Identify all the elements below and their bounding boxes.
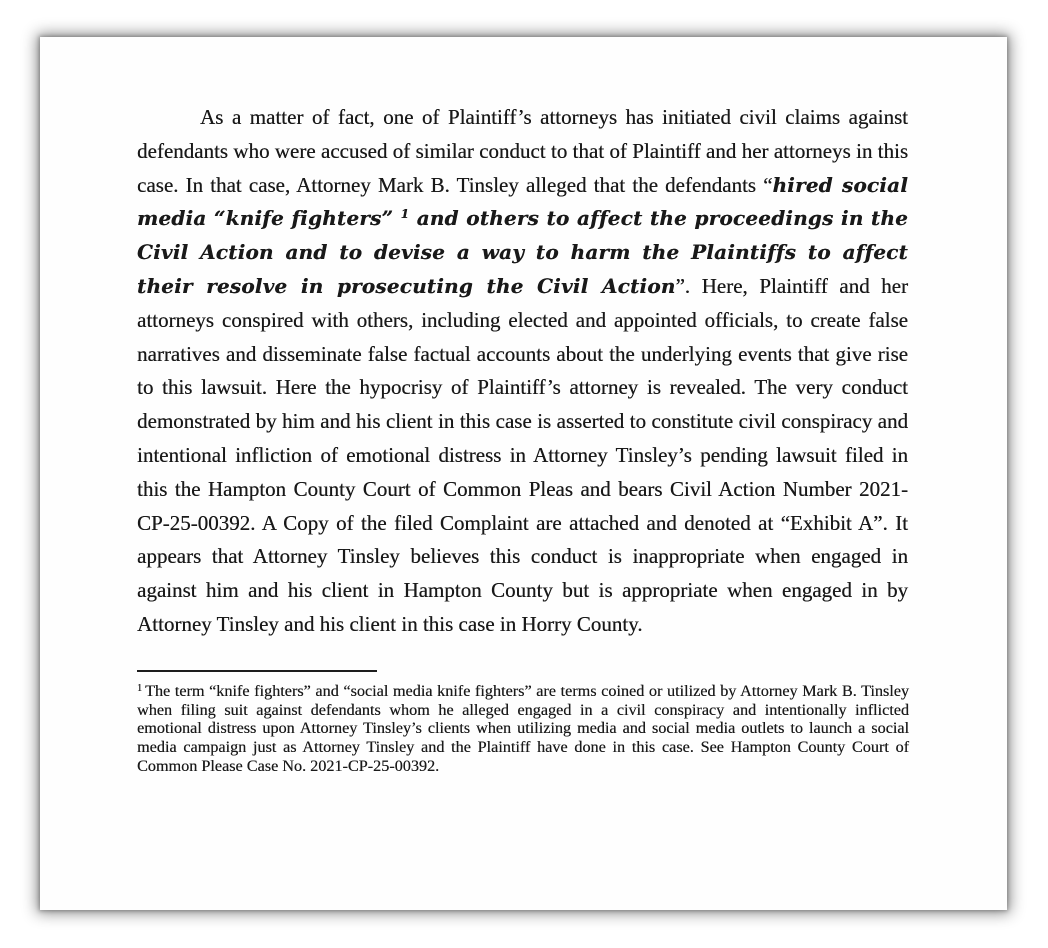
paragraph-text-normal-1: As a matter of fact, one of Plaintiff’s attorneys has initiated civil claims against defendants who were accused of similar conduct to that of Plaintiff and her attorneys in this case. In that case, Attorney Mark B. Tinsley alleged that the defendants “ [137, 105, 908, 197]
footnote-body: The term “knife fighters” and “social media knife fighters” are terms coined or utilized by Attorney Mark B. Tinsley when filing suit against defendants whom he alleged engaged in a civil conspiracy and intentionally inflicted emotional distress upon Attorney Tinsley’s clients when utilizing media and social media outlets to launch a social media campaign just as Attorney Tinsley and the Plaintiff have done in this case. See Hampton County Court of Common Please Case No. 2021-CP-25-00392. [137, 682, 909, 775]
footnote-section [137, 670, 909, 776]
main-paragraph [137, 101, 908, 642]
paragraph-text-normal-2: ”. Here, Plaintiff and her attorneys conspired with others, including elected and appointed officials, to create false narratives and disseminate false factual accounts about the underlying events that give rise to this lawsuit. Here the hypocrisy of Plaintiff’s attorney is revealed. The very conduct demonstrated by him and his client in this case is asserted to constitute civil conspiracy and intentional infliction of emotional distress in Attorney Tinsley’s pending lawsuit filed in this the Hampton County Court of Common Pleas and bears Civil Action Number 2021-CP-25-00392. A Copy of the filed Complaint are attached and denoted at “Exhibit A”. It appears that Attorney Tinsley believes this conduct is inappropriate when engaged in against him and his client in Hampton County but is appropriate when engaged in by Attorney Tinsley and his client in this case in Horry County. [137, 273, 908, 636]
footnote-marker: 1 [137, 683, 142, 694]
paragraph-text-bold-italic-1: hired social media “knife fighters” [137, 172, 908, 231]
paragraph-text-bold-italic-2: and others to affect the proceedings in the Civil Action and to devise a way to harm the Plaintiffs to affect their resolve in prosecuting the Civil Action [137, 206, 908, 298]
document-page [40, 37, 1007, 910]
footnote-reference-marker: 1 [400, 207, 410, 222]
footnote-separator-rule [137, 670, 377, 672]
footnote-text [137, 682, 909, 776]
